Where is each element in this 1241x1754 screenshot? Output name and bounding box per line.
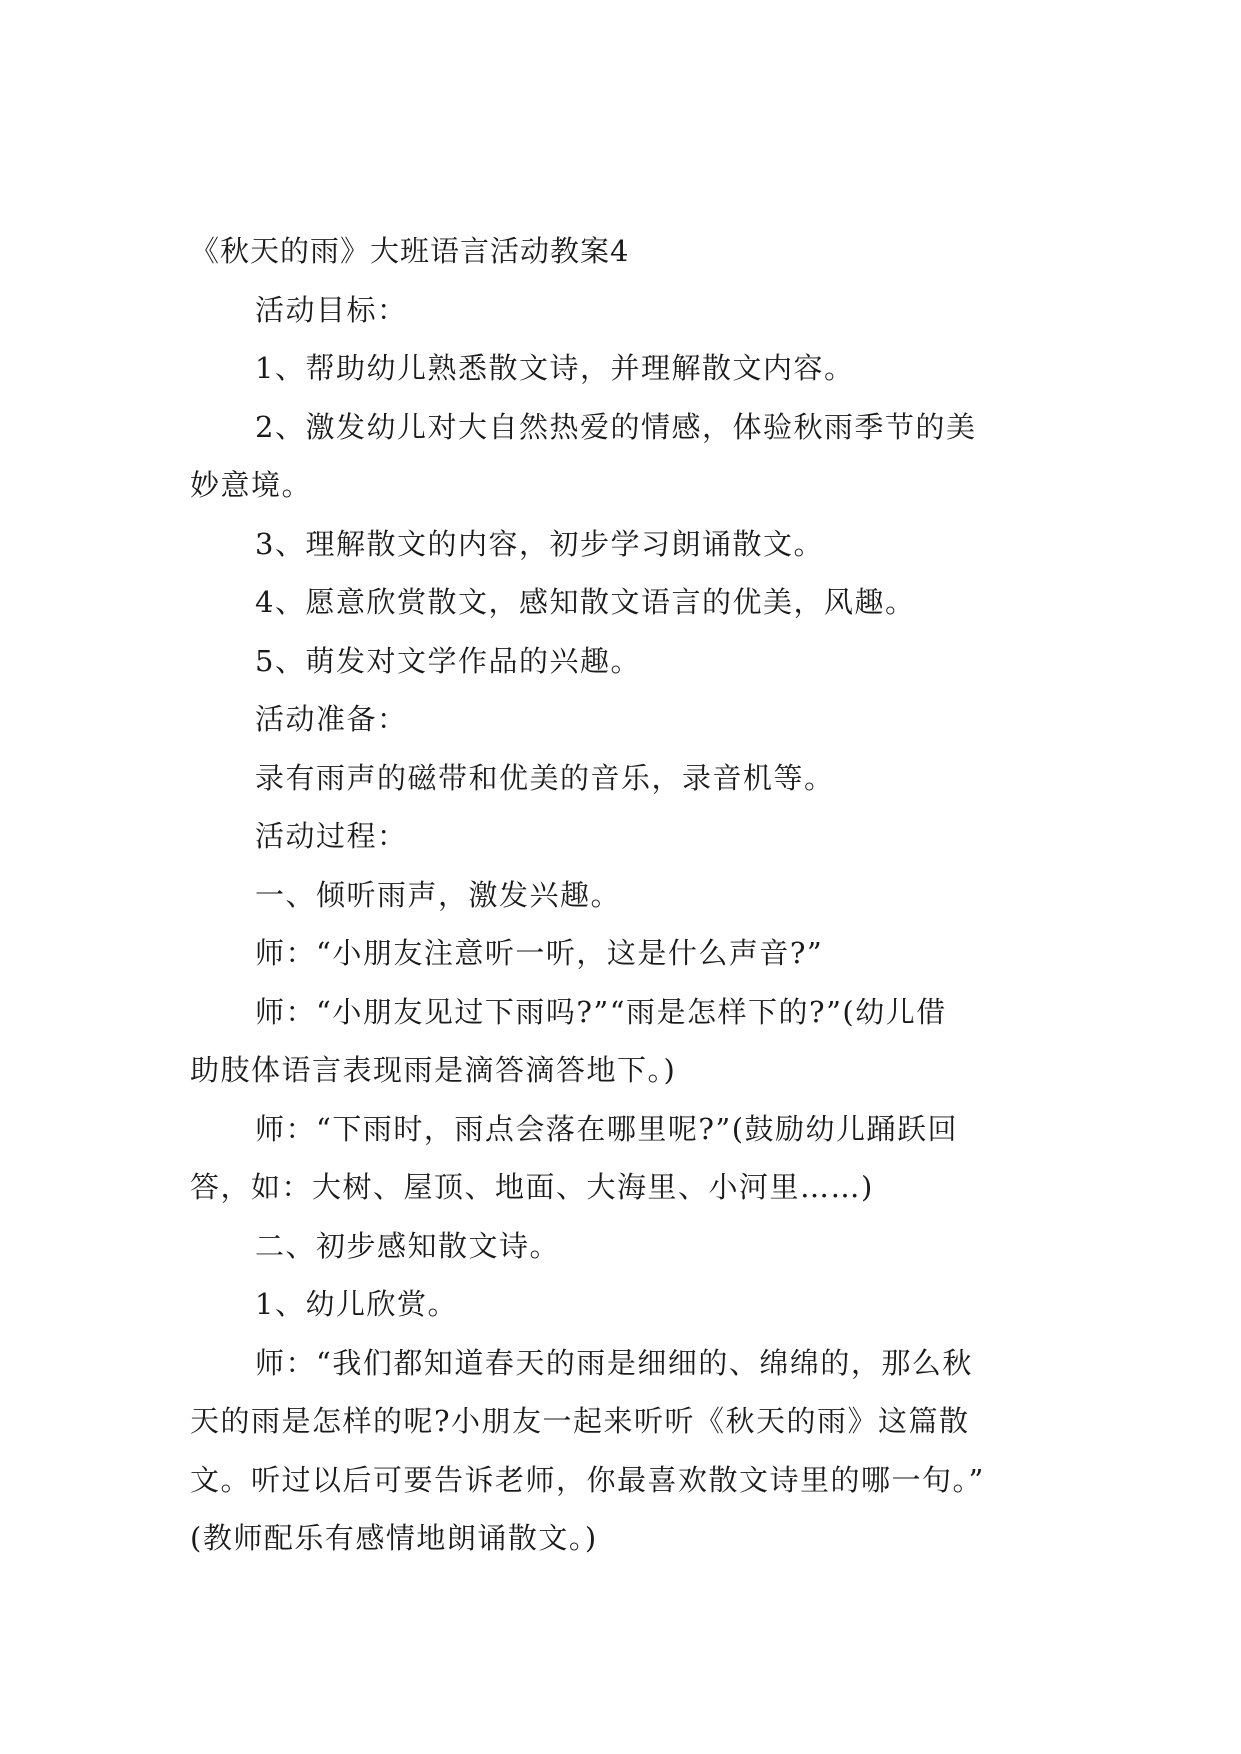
paragraph-line: 师：“小朋友注意听一听，这是什么声音?” [255, 936, 824, 970]
section-heading-preparation: 活动准备： [255, 702, 408, 736]
paragraph-line: 2、激发幼儿对大自然热爱的情感，体验秋雨季节的美 [255, 409, 977, 444]
paragraph-line: 1、幼儿欣赏。 [255, 1287, 458, 1321]
section-heading-goals: 活动目标： [255, 292, 408, 327]
paragraph-line: 一、倾听雨声，激发兴趣。 [255, 877, 622, 912]
paragraph-line-continuation: 助肢体语言表现雨是滴答滴答地下。) [190, 1053, 677, 1087]
paragraph-line: 3、理解散文的内容，初步学习朗诵散文。 [255, 526, 824, 561]
paragraph-line: 师：“小朋友见过下雨吗?”“雨是怎样下的?”(幼儿借 [255, 994, 947, 1029]
paragraph-line: 二、初步感知散文诗。 [255, 1228, 561, 1263]
document-body [190, 222, 1050, 1568]
paragraph-line-continuation: 天的雨是怎样的呢?小朋友一起来听听《秋天的雨》这篇散 [190, 1404, 970, 1438]
paragraph-line: 师：“我们都知道春天的雨是细细的、绵绵的，那么秋 [255, 1345, 973, 1380]
paragraph-line: 5、萌发对文学作品的兴趣。 [255, 643, 641, 678]
paragraph-line-continuation: 妙意境。 [190, 468, 313, 502]
document-title: 《秋天的雨》大班语言活动教案4 [190, 234, 630, 268]
section-heading-process: 活动过程： [255, 819, 408, 853]
paragraph-line-continuation: 文。听过以后可要告诉老师，你最喜欢散文诗里的哪一句。” [190, 1462, 985, 1497]
paragraph-line-continuation: 答，如：大树、屋顶、地面、大海里、小河里……) [190, 1170, 874, 1204]
paragraph-line: 师：“下雨时，雨点会落在哪里呢?”(鼓励幼儿踊跃回 [255, 1111, 959, 1146]
paragraph-line: 1、帮助幼儿熟悉散文诗，并理解散文内容。 [255, 351, 855, 385]
paragraph-line: 录有雨声的磁带和优美的音乐，录音机等。 [255, 760, 835, 795]
paragraph-line: 4、愿意欣赏散文，感知散文语言的优美，风趣。 [255, 585, 916, 619]
paragraph-line-continuation: (教师配乐有感情地朗诵散文。) [190, 1521, 598, 1555]
